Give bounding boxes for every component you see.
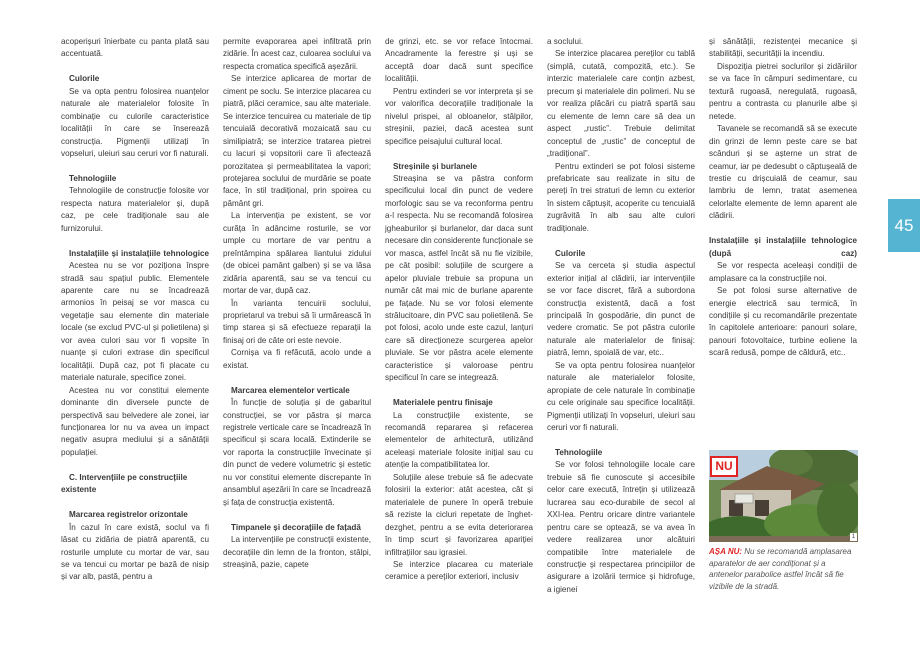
section-heading: Streșinile și burlanele	[393, 161, 477, 171]
caption-label: AȘA NU:	[709, 547, 743, 556]
section-heading: Marcarea elementelor verticale	[231, 385, 350, 395]
paragraph: Pentru extinderi se vor interpreta și se vor valorifica decorațiile tradiționale la nivelul prispei, al obloanelor, stâlpilor, streșinii, paziei, dacă acestea sunt specifice peisajului cultural local.	[385, 86, 533, 146]
paragraph: În varianta tencuirii soclului, proprietarul va trebui să îi urmărească în timp starea și să efectueze reparații la finisaj ori de câte ori este nevoie.	[223, 298, 371, 345]
text-column-4	[547, 36, 695, 596]
paragraph: Se va opta pentru folosirea nuanțelor naturale ale materialelor folosite în combinație cu culorile caracteristice localității în care se înserează construcția. Pigmenții utilizați în vopseluri, uleiuri sau ceruri vor fi naturali.	[61, 86, 209, 159]
paragraph: Se va cerceta și studia aspectul exterior inițial al clădirii, iar intervențiile se vor face discret, fără a subordona construcția existentă, dacă a fost principală în gospodărie, din punct de vedere cromatic. Se pot păstra culorile naturale ale materialelor de finisaj: piatră, lemn, spoială de var, etc..	[547, 261, 695, 358]
paragraph: Se interzice placarea pereților cu tablă (simplă, cutată, compozită, etc.). Se interzic materialele care conțin azbest, precum și materialele din polimeri. Nu se vor realiza plăcări cu piatră spartă sau cu elemente de lemn care să dea un aspect „rustic”. Trebuie delimitat conceptul de „rustic” de conceptul de „tradițional”.	[547, 49, 695, 159]
section-heading: Timpanele și decorațiile de fațadă	[231, 522, 361, 532]
paragraph: și sănătății, rezistenței mecanice și stabilității, securității la incendiu.	[709, 37, 857, 59]
paragraph: de grinzi, etc. se vor reface întocmai. Ancadramente la ferestre și uși se acceptă doar dacă sunt specifice localității.	[385, 37, 533, 84]
text-column-1	[61, 36, 209, 584]
text-column-5	[709, 36, 857, 360]
photo-number: 1	[851, 534, 856, 540]
paragraph: acoperișuri înierbate cu panta plată sau accentuată.	[61, 37, 209, 59]
paragraph: Acestea nu vor constitui elemente dominante din diversele puncte de perspectivă sau belvedere ale zonei, iar funcționarea lor nu va avea un impact negativ asupra mediului și a sănătății populației.	[61, 385, 209, 457]
paragraph: La construcțiile existente, se recomandă repararea și refacerea elementelor de arhitectură, utilizând aceleași materiale folosite inițial sau cu atenție la compatibilitatea lor.	[385, 410, 533, 470]
paragraph: La intervenția pe existent, se vor curăța în adâncime rosturile, se vor umple cu mortare de var pentru a preîntâmpina spălarea liantului zidului (de obicei pamânt galben) și se va lăsa zidăria aparentă, sau se va tencui cu mortar de var, după caz.	[223, 211, 371, 296]
page-number-tab: 45	[888, 199, 920, 252]
paragraph: În cazul în care există, soclul va fi lăsat cu zidăria de piatră aparentă, cu rosturile umplute cu mortar de var, sau se va tencui cu mortar pe bază de nisip și var alb, pastă, pentru a	[61, 522, 209, 582]
text-column-3	[385, 36, 533, 584]
paragraph: La intervențiile pe construcții existente, decorațiile din lemn de la fronton, stâlpi, streașină, pazie, capete	[223, 535, 371, 569]
paragraph: Se interzice placarea cu materiale ceramice a pereților exteriori, inclusiv	[385, 560, 533, 582]
section-heading: Materialele pentru finisaje	[393, 398, 493, 408]
paragraph: Cornișa va fi refăcută, acolo unde a existat.	[223, 348, 371, 370]
section-heading: Culorile	[69, 74, 100, 84]
caption-text: Nu se recomandă amplasarea aparatelor de aer condiționat și a antenelor parabolice astfel încât să fie vizibile de la stradă.	[709, 547, 852, 591]
paragraph: Dispoziția pietrei soclurilor și zidăriilor se va face în câmpuri sedimentare, cu textură rugoasă, neregulată, rugoasă, pentru a contrasta cu planurile albe și netede.	[709, 61, 857, 121]
section-heading: Tehnologiile	[69, 173, 117, 183]
photo-caption	[709, 546, 858, 592]
text-column-2	[223, 36, 371, 571]
section-heading: Instalațiile și instalațiile tehnologice	[69, 248, 209, 258]
paragraph: Tehnologiile de construcție folosite vor respecta natura materialelor și, după caz, pe cele tradiționale sau ale furnizorului.	[61, 186, 209, 233]
paragraph: Se pot folosi surse alternative de energie electrică sau termică, în condițiile și cu recomandările prezentate în capitolele anterioare: panouri solare, panouri fotovoltaice, turbine eoliene la scară redusă, pompe de căldură, etc..	[709, 286, 857, 358]
section-heading: Marcarea registrelor orizontale	[69, 510, 188, 520]
section-heading: Culorile	[555, 248, 586, 258]
paragraph: În funcție de soluția și de gabaritul construcției, se vor păstra și marca registrele verticale care se încadrează în specificul și scara locală. Extinderile se vor raporta la construcțiile învecinate și din punct de vedere volumetric și estetic nu vor constitui elemente discrepante în ansamblul așezării în care se încadrează și fața de construcția existentă.	[223, 398, 371, 507]
paragraph: Acestea nu se vor poziționa înspre stradă sau spațiul public. Elementele aparente care nu se încadrează armonios în peisaj se vor masca cu vegetație sau elemente din materiale locale (se exclud PVC-ul și polietilena) și vor avea culori sau vor fi vopsite în nuanțe și culori extrase din specificul localității. După caz, pot fi placate cu materiale naturale, specifice zonei.	[61, 261, 209, 383]
paragraph: Se vor folosi tehnologiile locale care trebuie să fie cunoscute și accesibile celor care execută, întrețin și utilizează lucrarea sau eco-durabile de secol al XXI-lea. Pentru oricare dintre variantele pentru care se optează, se va avea în vedere realizarea unor alcătuiri compatibile între materialele de construcție și respectarea principiilor de asigurare a izolării termice și hidrofuge, a igienei	[547, 460, 695, 594]
paragraph: Se va opta pentru folosirea nuanțelor naturale ale materialelor folosite, apropiate de cele naturale în combinație cu cele originale sau specifice localității. Pigmenții utilizați în vopseluri, uleiuri sau ceruri vor fi naturali.	[547, 360, 695, 433]
section-heading: Tehnologiile	[555, 447, 603, 457]
paragraph: Streașina se va păstra conform specificului local din punct de vedere morfologic sau se va reconforma pentru a-l respecta. Nu se recomandă folosirea jgheaburilor și burlanelor, dar daca sunt necesare din considerente funcționale se vor masca, astfel încât să nu fie vizibile, pe cât posibil: soluțiile de scurgere a apelor pluviale trebuie sa propuna un număr cât mai mic de burlane aparente pe fațade. Nu se vor folosi elemente strălucitoare, din PVC sau polietilenă. Se pot folosi, acolo unde este cazul, lanțuri care să direcționeze scurgerea apelor pluviale. Se vor păstra acele elemente caracteristice și valoroase pentru specificul în care se integrează.	[385, 173, 533, 383]
paragraph: Pentru extinderi se pot folosi sisteme prefabricate sau realizate in situ de pereți în trei straturi de lemn cu exterior în sistem căptușit, acoperite cu tencuială zugrăvită în alb sau alte culori tradiționale.	[547, 161, 695, 233]
paragraph: Se vor respecta aceleași condiții de amplasare ca la construcțiile noi.	[709, 261, 857, 283]
paragraph: Tavanele se recomandă să se execute din grinzi de lemn peste care se bat scânduri și se așterne un strat de ceamur, iar pe dedesubt o căptușeală de trestie cu drișcuială de ceamur, sau lambriu de lemn, tratat asemenea celorlalte elemente de lemn aparent ale clădirii.	[709, 124, 857, 221]
paragraph: Soluțiile alese trebuie să fie adecvate folosirii la exterior: atât acestea, cât și materialele de punere în operă trebuie să reziste la ciclurі repetate de înghet-dezghet, pentru a se evita deteriorarea în timp scurt și favorizarea apariției infiltrațiilor sau igrasiei.	[385, 472, 533, 557]
house-photo	[709, 450, 858, 542]
paragraph: Se interzice aplicarea de mortar de ciment pe soclu. Se interzice placarea cu piatră, plăci ceramice, sau alte materiale. Se interzice tencuirea cu materiale de tip tencuială decorativă mozaicată sau cu similipiatră; se interzice tratarea pietrei cu lacuri și vopsitorii care îi afectează porozitatea și permeabilitatea la vapori; protejarea soclului de murdărie se poate face, în stil tradițional, prin spoirea cu pământ gri.	[223, 74, 371, 208]
paragraph: a soclului.	[547, 37, 584, 46]
section-heading: Instalațiile și instalațiile tehnologice (după caz)	[709, 236, 857, 258]
section-heading: C. Intervențiile pe construcțiile existente	[61, 472, 188, 495]
nu-badge: NU	[710, 456, 738, 477]
paragraph: permite evaporarea apei infiltrată prin zidărie. În acest caz, culoarea soclului va respecta cromatica specifică așezării.	[223, 37, 371, 71]
